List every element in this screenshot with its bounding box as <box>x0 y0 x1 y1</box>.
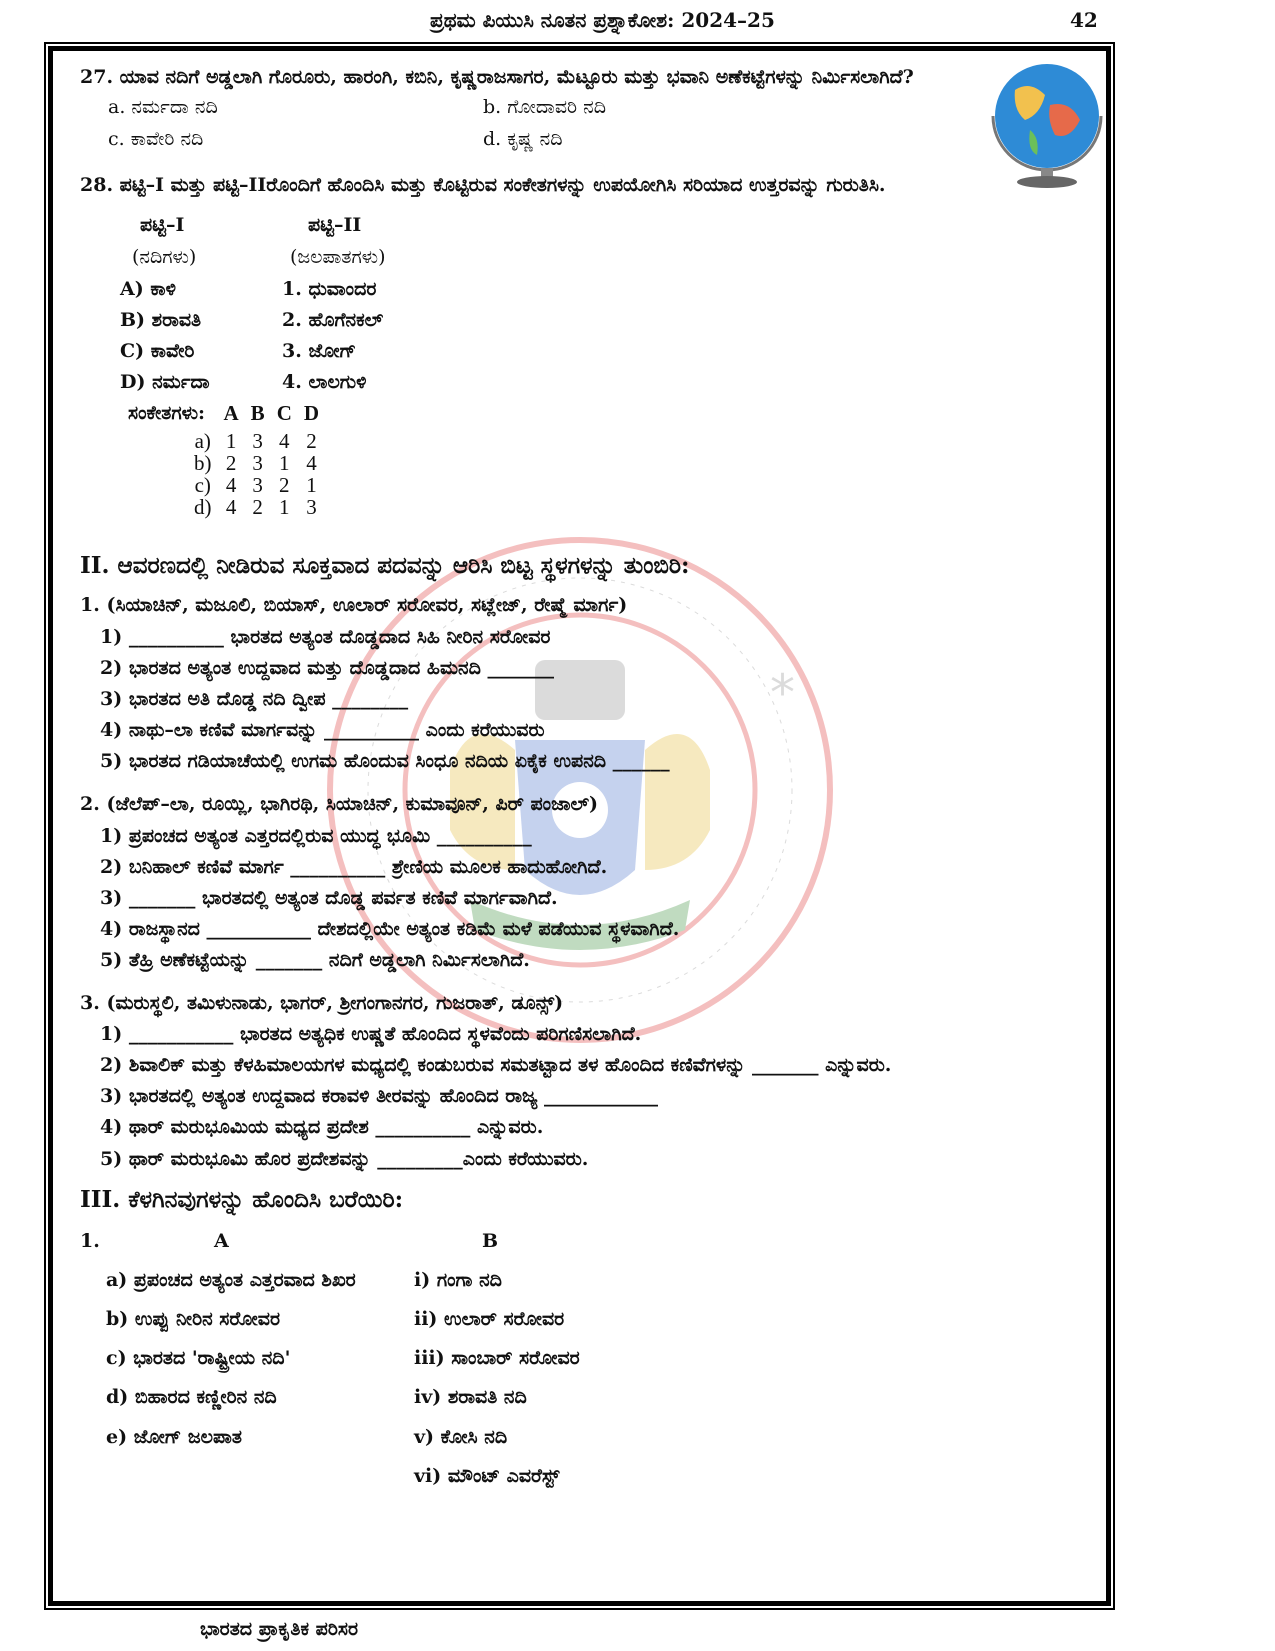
list2-item: 2. ಹೊಗೆನಕಲ್ <box>282 309 384 331</box>
fill-blank-item: 4) ಥಾರ್ ಮರುಭೂಮಿಯ ಮಧ್ಯದ ಪ್ರದೇಶ __________ ಎನ್ನುವರು. <box>100 1116 544 1138</box>
codes-header-cell: A <box>223 401 239 425</box>
codes-cell: 3 <box>252 473 263 497</box>
group-2-head: 2. (ಜೆಲೆಪ್–ಲಾ, ರೂಯ್ಲಿ, ಭಾಗಿರಥಿ, ಸಿಯಾಚಿನ್, ಕುಮಾವೂನ್, ಪಿರ್ ಪಂಜಾಲ್) <box>80 793 599 815</box>
match-b-item: iv) ಶರಾವತಿ ನದಿ <box>414 1386 527 1408</box>
codes-label: ಸಂಕೇತಗಳು: <box>128 402 206 424</box>
question-28: 28. ಪಟ್ಟಿ–I ಮತ್ತು ಪಟ್ಟಿ–IIರೊಂದಿಗೆ ಹೊಂದಿಸಿ ಮತ್ತು ಕೊಟ್ಟಿರುವ ಸಂಕೇತಗಳನ್ನು ಉಪಯೋಗಿಸಿ ಸರಿಯಾದ ಉತ್ತರವನ್ನು ಗುರುತಿಸಿ. <box>80 174 886 196</box>
fill-blank-item: 2) ಶಿವಾಲಿಕ್ ಮತ್ತು ಕೆಳಹಿಮಾಲಯಗಳ ಮಧ್ಯದಲ್ಲಿ ಕಂಡುಬರುವ ಸಮತಟ್ಟಾದ ತಳ ಹೊಂದಿದ ಕಣಿವೆಗಳನ್ನು _______ ಎನ್ನುವರು. <box>100 1054 892 1076</box>
match-b-item: iii) ಸಾಂಬಾರ್ ಸರೋವರ <box>414 1347 580 1369</box>
list2-item: 4. ಲಾಲಗುಳಿ <box>282 371 367 393</box>
group-3-head: 3. (ಮರುಸ್ಥಲಿ, ತಮಿಳುನಾಡು, ಭಾಗರ್, ಶ್ರೀಗಂಗಾನಗರ, ಗುಜರಾತ್, ಡೂನ್ಸ್) <box>80 992 564 1014</box>
fill-blank-item: 4) ನಾಥು–ಲಾ ಕಣಿವೆ ಮಾರ್ಗವನ್ನು __________ ಎಂದು ಕರೆಯುವರು <box>100 719 545 741</box>
column-b-header: B <box>482 1230 499 1252</box>
list2-title: ಪಟ್ಟಿ–II <box>308 214 362 236</box>
codes-cell: 4 <box>225 473 237 497</box>
list2-subtitle: (ಜಲಪಾತಗಳು) <box>290 246 386 268</box>
codes-row-label: c) <box>194 473 211 497</box>
codes-cell: 3 <box>252 429 263 453</box>
match-a-item: d) ಬಿಹಾರದ ಕಣ್ಣೀರಿನ ನದಿ <box>106 1386 277 1408</box>
codes-row <box>188 430 325 452</box>
fill-blank-item: 3) ಭಾರತದಲ್ಲಿ ಅತ್ಯಂತ ಉದ್ದವಾದ ಕರಾವಳಿ ತೀರವನ್ನು ಹೊಂದಿದ ರಾಜ್ಯ ____________ <box>100 1085 659 1107</box>
list2-item: 3. ಜೋಗ್ <box>282 340 357 362</box>
list1-title: ಪಟ್ಟಿ–I <box>140 214 185 236</box>
globe-icon <box>985 60 1105 190</box>
codes-cell: 4 <box>279 429 290 453</box>
codes-cell: 2 <box>252 495 263 519</box>
fill-blank-item: 5) ತೆಹ್ರಿ ಅಣೆಕಟ್ಟೆಯನ್ನು _______ ನದಿಗೆ ಅಡ್ಡಲಾಗಿ ನಿರ್ಮಿಸಲಾಗಿದೆ. <box>100 949 530 971</box>
header-title: ಪ್ರಥಮ ಪಿಯುಸಿ ನೂತನ ಪ್ರಶ್ನಾಕೋಶ: 2024–25 <box>430 8 775 32</box>
svg-text:*: * <box>770 664 795 722</box>
match-b-item: ii) ಉಲಾರ್ ಸರೋವರ <box>414 1308 565 1330</box>
page-header <box>0 4 1275 32</box>
codes-cell: 1 <box>279 451 290 475</box>
page-footer: ಭಾರತದ ಪ್ರಾಕೃತಿಕ ಪರಿಸರ <box>200 1618 358 1640</box>
match-a-item: a) ಪ್ರಪಂಚದ ಅತ್ಯಂತ ಎತ್ತರವಾದ ಶಿಖರ <box>106 1269 356 1291</box>
section-2-title: II. ಆವರಣದಲ್ಲಿ ನೀಡಿರುವ ಸೂಕ್ತವಾದ ಪದವನ್ನು ಆರಿಸಿ ಬಿಟ್ಟ ಸ್ಥಳಗಳನ್ನು ತುಂಬಿರಿ: <box>80 552 690 579</box>
codes-cell: 2 <box>225 451 237 475</box>
codes-row-label: d) <box>194 495 212 519</box>
match-b-item: vi) ಮೌಂಟ್ ಎವರೆಸ್ಟ್ <box>414 1465 560 1487</box>
fill-blank-item: 4) ರಾಜಸ್ಥಾನದ ___________ ದೇಶದಲ್ಲಿಯೇ ಅತ್ಯಂತ ಕಡಿಮೆ ಮಳೆ ಪಡೆಯುವ ಸ್ಥಳವಾಗಿದೆ. <box>100 918 680 940</box>
codes-cell: 4 <box>225 495 237 519</box>
list1-item: D) ನರ್ಮದಾ <box>120 371 210 393</box>
list2-item: 1. ಧುವಾಂದರ <box>282 278 377 300</box>
codes-cell: 4 <box>306 451 317 475</box>
codes-cell: 1 <box>225 429 237 453</box>
q27-option-c: c. ಕಾವೇರಿ ನದಿ <box>108 128 204 150</box>
match-number: 1. <box>80 1230 100 1252</box>
match-a-item: c) ಭಾರತದ 'ರಾಷ್ಟ್ರೀಯ ನದಿ' <box>106 1347 291 1369</box>
list1-subtitle: (ನದಿಗಳು) <box>132 246 197 268</box>
codes-header-cell: D <box>303 401 320 425</box>
codes-row <box>188 496 325 518</box>
q27-option-a: a. ನರ್ಮದಾ ನದಿ <box>108 96 218 118</box>
page-number: 42 <box>1070 8 1098 32</box>
codes-row-label: a) <box>194 429 211 453</box>
match-a-item: b) ಉಪ್ಪು ನೀರಿನ ಸರೋವರ <box>106 1308 281 1330</box>
fill-blank-item: 3) _______ ಭಾರತದಲ್ಲಿ ಅತ್ಯಂತ ದೊಡ್ಡ ಪರ್ವತ ಕಣಿವೆ ಮಾರ್ಗವಾಗಿದೆ. <box>100 887 558 909</box>
list1-item: A) ಕಾಳಿ <box>120 278 176 300</box>
question-27: 27. ಯಾವ ನದಿಗೆ ಅಡ್ಡಲಾಗಿ ಗೊರೂರು, ಹಾರಂಗಿ, ಕಬಿನಿ, ಕೃಷ್ಣರಾಜಸಾಗರ, ಮೆಟ್ಟೂರು ಮತ್ತು ಭವಾನಿ ಅಣೆಕಟ್ಟೆಗಳನ್ನು ನಿರ್ಮಿಸಲಾಗಿದೆ? <box>80 66 914 88</box>
fill-blank-item: 1) ___________ ಭಾರತದ ಅತ್ಯಧಿಕ ಉಷ್ಣತೆ ಹೊಂದಿದ ಸ್ಥಳವೆಂದು ಪರಿಗಣಿಸಲಾಗಿದೆ. <box>100 1023 642 1045</box>
codes-header-cell: C <box>276 401 292 425</box>
fill-blank-item: 2) ಭಾರತದ ಅತ್ಯಂತ ಉದ್ದವಾದ ಮತ್ತು ದೊಡ್ಡದಾದ ಹಿಮನದಿ _______ <box>100 657 554 679</box>
codes-table <box>188 402 325 518</box>
list1-item: C) ಕಾವೇರಿ <box>120 340 195 362</box>
fill-blank-item: 1) __________ ಭಾರತದ ಅತ್ಯಂತ ದೊಡ್ಡದಾದ ಸಿಹಿ ನೀರಿನ ಸರೋವರ <box>100 626 551 648</box>
codes-cell: 2 <box>279 473 290 497</box>
codes-row-label: b) <box>194 451 212 475</box>
q27-option-d: d. ಕೃಷ್ಣ ನದಿ <box>483 128 563 150</box>
q27-option-b: b. ಗೋದಾವರಿ ನದಿ <box>483 96 606 118</box>
list1-item: B) ಶರಾವತಿ <box>120 309 202 331</box>
group-1-head: 1. (ಸಿಯಾಚಿನ್, ಮಜೂಲಿ, ಬಿಯಾಸ್, ಊಲಾರ್ ಸರೋವರ, ಸಟ್ಲೇಜ್, ರೇಷ್ಮೆ ಮಾರ್ಗ) <box>80 594 628 616</box>
codes-cell: 3 <box>306 495 317 519</box>
column-a-header: A <box>214 1230 229 1252</box>
codes-cell: 2 <box>306 429 317 453</box>
match-a-item: e) ಜೋಗ್ ಜಲಪಾತ <box>106 1426 242 1448</box>
fill-blank-item: 5) ಥಾರ್ ಮರುಭೂಮಿ ಹೊರ ಪ್ರದೇಶವನ್ನು _________ಎಂದು ಕರೆಯುವರು. <box>100 1148 589 1170</box>
match-b-item: v) ಕೋಸಿ ನದಿ <box>414 1426 508 1448</box>
codes-row <box>188 474 325 496</box>
codes-cell: 3 <box>252 451 263 475</box>
codes-row <box>188 452 325 474</box>
codes-header-cell: B <box>250 401 265 425</box>
codes-header-row <box>188 402 325 424</box>
match-b-item: i) ಗಂಗಾ ನದಿ <box>414 1269 502 1291</box>
fill-blank-item: 1) ಪ್ರಪಂಚದ ಅತ್ಯಂತ ಎತ್ತರದಲ್ಲಿರುವ ಯುದ್ಧ ಭೂಮಿ __________ <box>100 825 532 847</box>
section-3-title: III. ಕೆಳಗಿನವುಗಳನ್ನು ಹೊಂದಿಸಿ ಬರೆಯಿರಿ: <box>80 1186 404 1213</box>
codes-cell: 1 <box>279 495 290 519</box>
fill-blank-item: 3) ಭಾರತದ ಅತಿ ದೊಡ್ಡ ನದಿ ದ್ವೀಪ ________ <box>100 688 409 710</box>
fill-blank-item: 5) ಭಾರತದ ಗಡಿಯಾಚೆಯಲ್ಲಿ ಉಗಮ ಹೊಂದುವ ಸಿಂಧೂ ನದಿಯ ಏಕೈಕ ಉಪನದಿ ______ <box>100 750 670 772</box>
codes-cell: 1 <box>306 473 317 497</box>
fill-blank-item: 2) ಬನಿಹಾಲ್ ಕಣಿವೆ ಮಾರ್ಗ __________ ಶ್ರೇಣಿಯ ಮೂಲಕ ಹಾದುಹೋಗಿದೆ. <box>100 856 608 878</box>
